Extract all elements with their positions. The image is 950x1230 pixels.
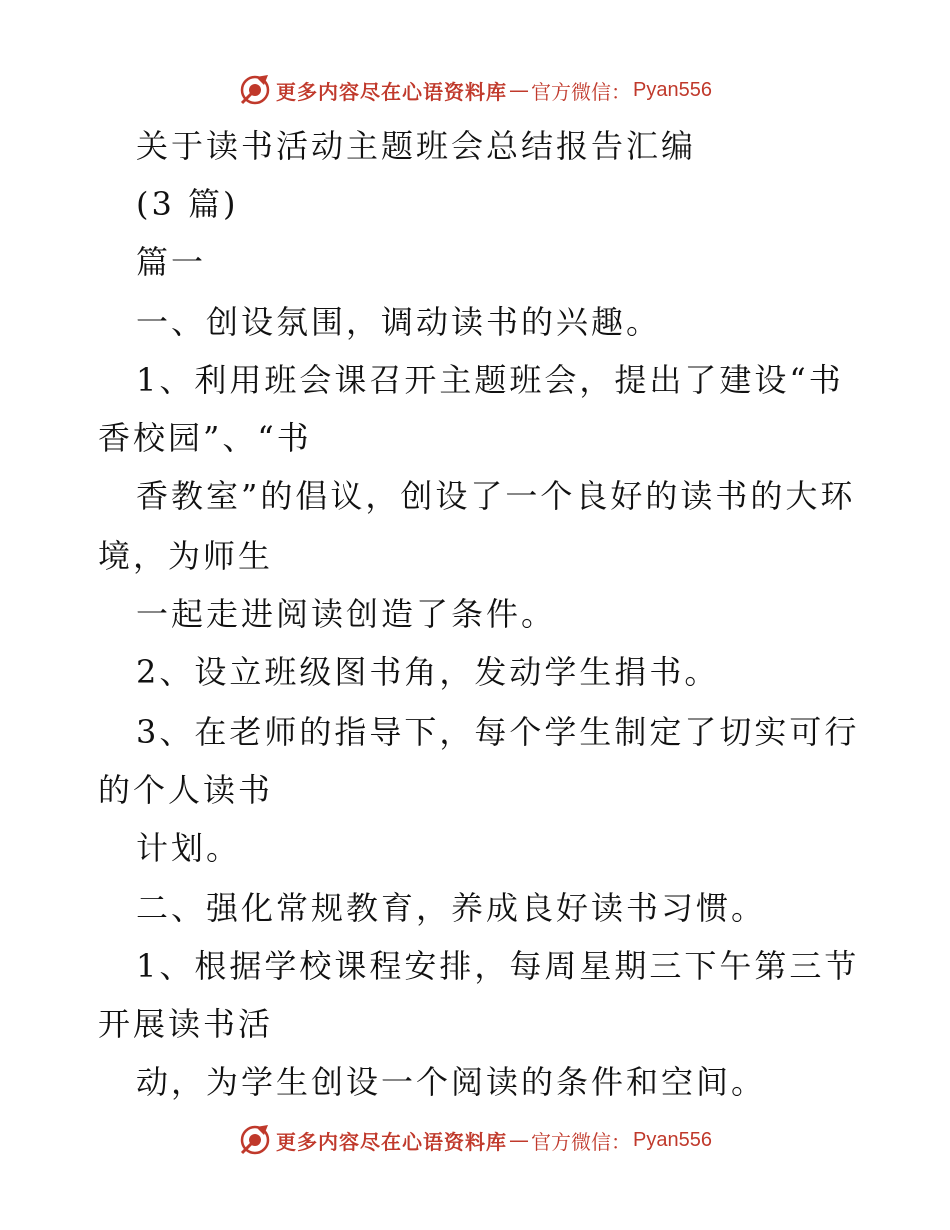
watermark-separator: —	[509, 1128, 530, 1152]
watermark-wechat-id: Pyan556	[633, 78, 712, 101]
paragraph-line: 香教室”的倡议，创设了一个良好的读书的大环	[136, 477, 856, 515]
section-heading: 篇一	[136, 243, 207, 281]
paragraph-line: 境，为师生	[98, 537, 274, 575]
paragraph-line: 计划。	[136, 829, 242, 867]
watermark-wechat-label: 官方微信：	[531, 79, 632, 104]
document-title: 关于读书活动主题班会总结报告汇编	[136, 127, 697, 165]
pen-logo-icon	[238, 1123, 272, 1157]
paragraph-line: 一、创设氛围，调动读书的兴趣。	[136, 303, 662, 341]
paragraph-line: 一起走进阅读创造了条件。	[136, 595, 557, 633]
paragraph-line: 2、设立班级图书角，发动学生捐书。	[136, 653, 720, 691]
footer-watermark	[0, 1120, 950, 1160]
paragraph-line: 1、利用班会课召开主题班会，提出了建设“书	[136, 361, 844, 399]
watermark-main-text: 更多内容尽在心语资料库	[276, 1129, 508, 1154]
paragraph-line: 动，为学生创设一个阅读的条件和空间。	[136, 1063, 767, 1101]
paragraph-line: 二、强化常规教育，养成良好读书习惯。	[136, 889, 767, 927]
watermark-wechat-id: Pyan556	[633, 1128, 712, 1151]
watermark-main-text: 更多内容尽在心语资料库	[276, 79, 508, 104]
header-watermark	[0, 70, 950, 110]
watermark-separator: —	[509, 78, 530, 102]
paragraph-line: 香校园”、“书	[98, 419, 312, 457]
paragraph-line: 开展读书活	[98, 1005, 274, 1043]
document-subtitle: (3 篇)	[136, 185, 239, 223]
paragraph-line: 1、根据学校课程安排，每周星期三下午第三节	[136, 947, 860, 985]
paragraph-line: 的个人读书	[98, 771, 274, 809]
watermark-wechat-label: 官方微信：	[531, 1129, 632, 1154]
pen-logo-icon	[238, 73, 272, 107]
paragraph-line: 3、在老师的指导下，每个学生制定了切实可行	[136, 713, 860, 751]
